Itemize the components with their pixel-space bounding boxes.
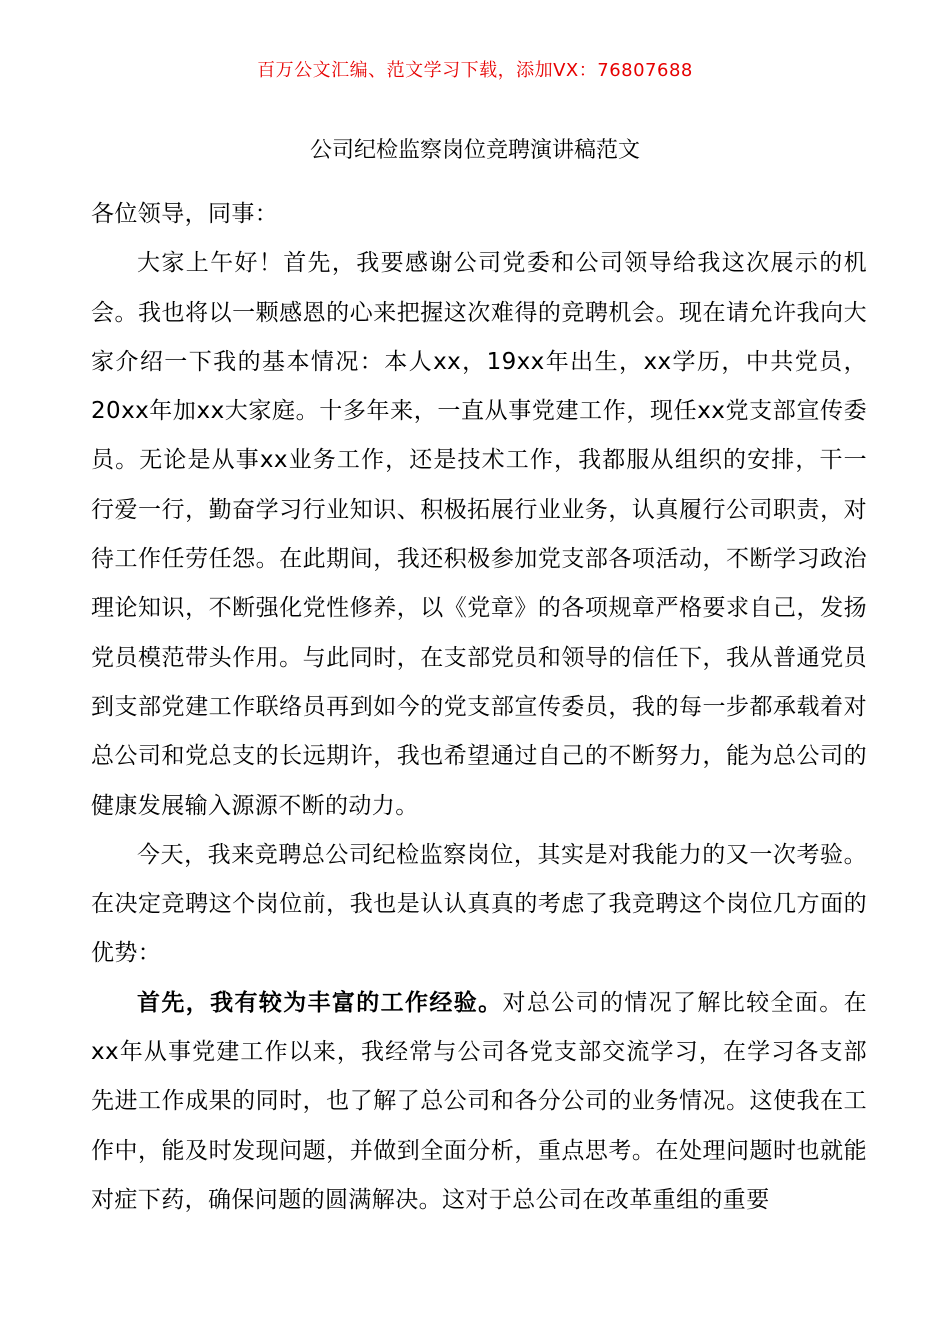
paragraph-3-text: 对总公司的情况了解比较全面。在xx年从事党建工作以来，我经常与公司各党支部交流学习，在学习各支部先进工作成果的同时，也了解了总公司和各分公司的业务情况。这使我在工作中，能及时发现问题，并做到全面分析，重点思考。在处理问题时也就能对症下药，确保问题的圆满解决。这对于总公司在改革重组的重要 — [91, 989, 868, 1213]
paragraph-3-lead: 首先，我有较为丰富的工作经验。 — [137, 989, 503, 1016]
paragraph-2-text: 今天，我来竞聘总公司纪检监察岗位，其实是对我能力的又一次考验。在决定竞聘这个岗位前，我也是认认真真的考虑了我竞聘这个岗位几方面的优势： — [91, 841, 867, 967]
paragraph-2 — [91, 831, 867, 979]
paragraph-1-text: 大家上午好！首先，我要感谢公司党委和公司领导给我这次展示的机会。我也将以一颗感恩的心来把握这次难得的竞聘机会。现在请允许我向大家介绍一下我的基本情况：本人xx，19xx年出生，xx学历，中共党员，20xx年加xx大家庭。十多年来，一直从事党建工作，现任xx党支部宣传委员。无论是从事xx业务工作，还是技术工作，我都服从组织的安排，干一行爱一行，勤奋学习行业知识、积极拓展行业业务，认真履行公司职责，对待工作任劳任怨。在此期间，我还积极参加党支部各项活动，不断学习政治理论知识，不断强化党性修养，以《党章》的各项规章严格要求自己，发扬党员模范带头作用。与此同时，在支部党员和领导的信任下，我从普通党员到支部党建工作联络员再到如今的党支部宣传委员，我的每一步都承载着对总公司和党总支的长远期许，我也希望通过自己的不断努力，能为总公司的健康发展输入源源不断的动力。 — [91, 250, 867, 819]
document-title: 公司纪检监察岗位竞聘演讲稿范文 — [309, 138, 640, 163]
salutation: 各位领导，同事： — [91, 201, 279, 227]
document-body — [91, 190, 867, 1225]
header-banner: 百万公文汇编、范文学习下载，添加VX：76807688 — [257, 60, 693, 81]
paragraph-3 — [91, 979, 867, 1225]
paragraph-1 — [91, 239, 867, 831]
